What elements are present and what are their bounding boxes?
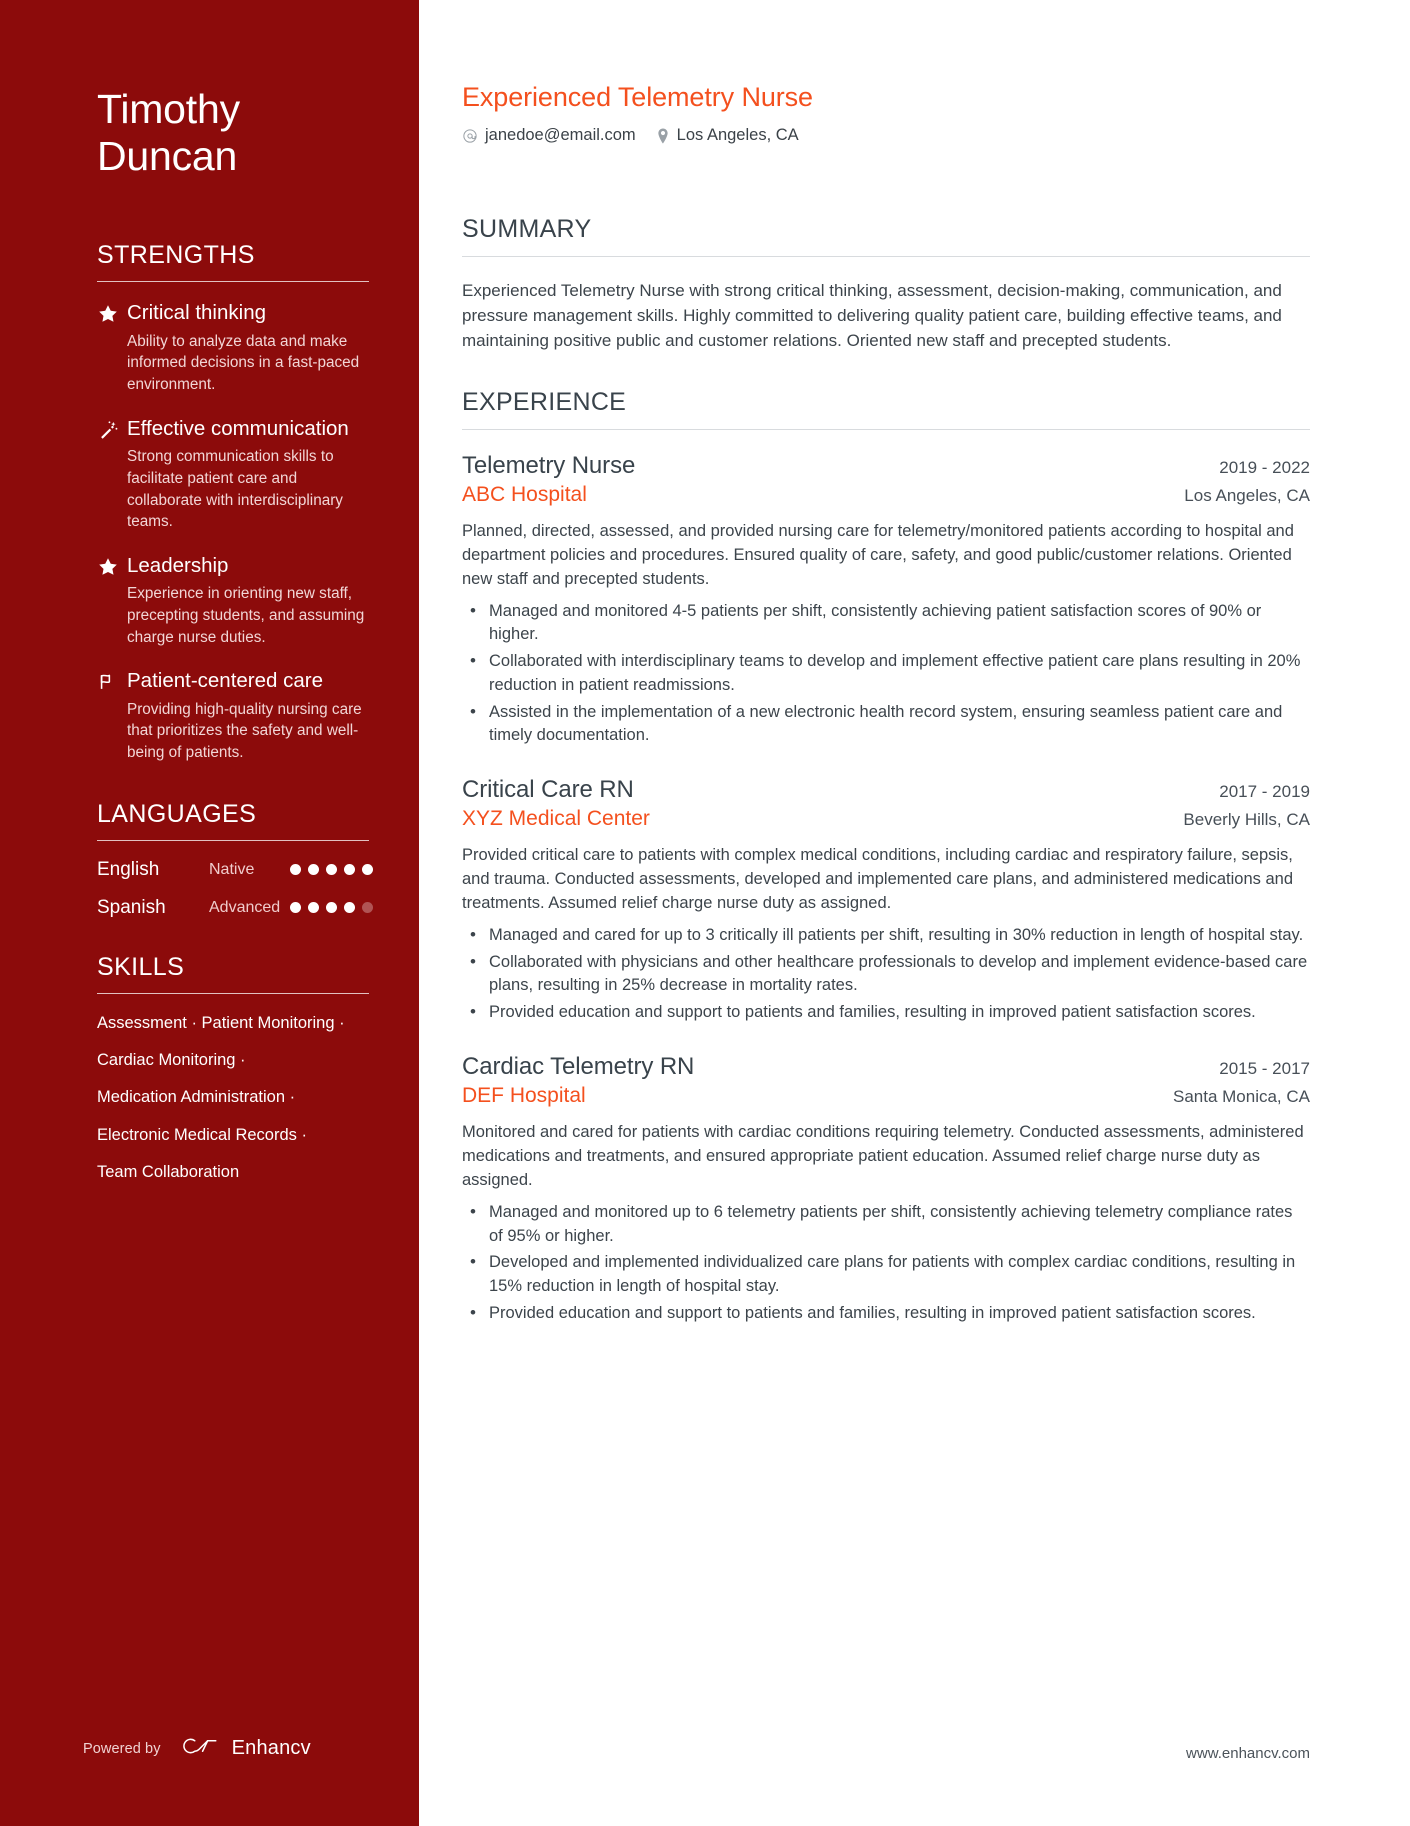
contact-location-value: Los Angeles, CA [676, 126, 799, 144]
entry-bullets [462, 600, 1310, 749]
summary-divider [462, 256, 1310, 257]
language-name: Spanish [97, 896, 166, 918]
bullet-item: • Assisted in the implementation of a new electronic health record system, ensuring seamless patient care and timely documentation. [462, 701, 1310, 749]
experience-entry [462, 1053, 1310, 1326]
entry-bullets [462, 1201, 1310, 1326]
enhancv-infinity-logo [179, 1735, 221, 1762]
entry-dates: 2015 - 2017 [1219, 1058, 1310, 1078]
language-rating-dots [290, 902, 373, 913]
entry-company: DEF Hospital [462, 1083, 586, 1107]
entry-description: Planned, directed, assessed, and provided nursing care for telemetry/monitored patients according to hospital and department policies and procedures. Ensured quality of care, safety, and good public/customer relations. Oriented new staff and precepted students. [462, 521, 1294, 588]
candidate-name [97, 86, 367, 179]
strength-desc: Experience in orienting new staff, precepting students, and assuming charge nurse duties. [127, 585, 365, 646]
summary-text: Experienced Telemetry Nurse with strong critical thinking, assessment, decision-making, communication, and pressure management skills. Highly committed to delivering quality patient care, building effective teams, and maintaining positive public and customer relations. Oriented new staff and precepted students. [462, 281, 1282, 350]
headline: Experienced Telemetry Nurse [462, 82, 813, 112]
entry-dates: 2019 - 2022 [1219, 457, 1310, 477]
entry-role: Critical Care RN [462, 776, 634, 804]
summary-heading: SUMMARY [462, 215, 592, 243]
website-url: www.enhancv.com [1186, 1745, 1310, 1762]
experience-entry [462, 452, 1310, 748]
bullet-item: • Managed and monitored 4-5 patients per shift, consistently achieving patient satisfaction scores of 90% or higher. [462, 600, 1310, 648]
contact-location [656, 126, 799, 145]
skill-line: Assessment · Patient Monitoring · [97, 1013, 345, 1032]
strengths-section [97, 241, 367, 763]
entry-role: Telemetry Nurse [462, 451, 636, 479]
bullet-item: • Collaborated with interdisciplinary teams to develop and implement effective patient care plans resulting in 20% reduction in patient readmissions. [462, 650, 1310, 698]
star-icon [97, 553, 127, 578]
strength-item [97, 668, 367, 763]
entry-dates: 2017 - 2019 [1219, 782, 1310, 802]
bullet-item: • Managed and monitored up to 6 telemetry patients per shift, consistently achieving telemetry compliance rates of 95% or higher. [462, 1201, 1310, 1249]
entry-bullets [462, 924, 1310, 1025]
sidebar-footer [83, 1735, 311, 1762]
enhancv-brand [179, 1735, 311, 1762]
strength-title: Critical thinking [127, 301, 266, 325]
skills-divider [97, 993, 369, 994]
skills-section [97, 953, 367, 1183]
bullet-item: • Provided education and support to patients and families, resulting in improved patient satisfaction scores. [462, 1302, 1310, 1326]
strength-title: Effective communication [127, 416, 349, 440]
entry-company: ABC Hospital [462, 482, 587, 506]
language-item-english [97, 859, 373, 881]
strength-desc: Strong communication skills to facilitate patient care and collaborate with interdisciplinary teams. [127, 448, 343, 531]
summary-section [462, 215, 1310, 354]
language-level: Advanced [209, 898, 281, 916]
languages-divider [97, 840, 369, 841]
enhancv-brand-name: Enhancv [231, 1737, 311, 1759]
strength-title: Leadership [127, 553, 229, 577]
powered-by-label: Powered by [83, 1740, 161, 1757]
entry-description: Provided critical care to patients with complex medical conditions, including cardiac and respiratory failure, sepsis, and trauma. Conducted assessments, developed and implemented care plans, and administered medications and treatments. Assumed relief charge nurse duty as assigned. [462, 846, 1293, 913]
experience-heading: EXPERIENCE [462, 387, 627, 416]
languages-heading: LANGUAGES [97, 799, 257, 828]
skill-line: Cardiac Monitoring · [97, 1051, 246, 1070]
strength-item [97, 416, 367, 533]
experience-divider [462, 429, 1310, 430]
sidebar [0, 0, 419, 1826]
bullet-item: • Managed and cared for up to 3 critically ill patients per shift, resulting in 30% reduction in length of hospital stay. [462, 924, 1310, 948]
strength-desc: Ability to analyze data and make informed decisions in a fast-paced environment. [127, 332, 360, 394]
first-name: Timothy [97, 86, 240, 132]
entry-location: Los Angeles, CA [1184, 485, 1310, 505]
strength-item [97, 553, 367, 648]
strength-title: Patient-centered care [127, 669, 324, 693]
languages-section [97, 800, 367, 919]
entry-location: Beverly Hills, CA [1183, 810, 1310, 830]
strengths-divider [97, 281, 369, 282]
skills-heading: SKILLS [97, 952, 185, 981]
entry-company: XYZ Medical Center [462, 807, 650, 831]
location-pin-icon [656, 128, 670, 144]
strengths-heading: STRENGTHS [97, 241, 255, 270]
language-item-spanish [97, 897, 373, 919]
flag-icon [97, 668, 127, 693]
bullet-item: • Provided education and support to patients and families, resulting in improved patient satisfaction scores. [462, 1001, 1310, 1025]
bullet-item: • Collaborated with physicians and other healthcare professionals to develop and implement evidence-based care plans, resulting in 25% decrease in mortality rates. [462, 951, 1310, 999]
contact-row [462, 126, 1310, 145]
contact-email[interactable] [462, 126, 636, 145]
magic-wand-icon [97, 416, 127, 441]
entry-location: Santa Monica, CA [1172, 1086, 1310, 1106]
star-icon [97, 300, 127, 325]
language-level: Native [209, 860, 255, 878]
language-rating-dots [290, 864, 373, 875]
entry-description: Monitored and cared for patients with cardiac conditions requiring telemetry. Conducted assessments, administered medications and treatments, and ensured appropriate patient education. Assumed relief charge nurse duty as assigned. [462, 1122, 1304, 1189]
skill-line: Team Collaboration [97, 1162, 240, 1181]
skill-line: Electronic Medical Records · [97, 1125, 307, 1144]
email-at-icon [462, 128, 478, 144]
language-name: English [97, 858, 160, 880]
last-name: Duncan [97, 132, 238, 179]
main-content [419, 0, 1410, 1826]
bullet-item: • Developed and implemented individualized care plans for patients with complex cardiac conditions, resulting in 15% reduction in length of hospital stay. [462, 1251, 1310, 1299]
strength-desc: Providing high-quality nursing care that prioritizes the safety and well-being of patients. [127, 700, 362, 762]
entry-role: Cardiac Telemetry RN [462, 1052, 695, 1080]
experience-entry [462, 776, 1310, 1025]
experience-section [462, 388, 1310, 1326]
contact-email-value: janedoe@email.com [485, 126, 636, 144]
strength-item [97, 300, 367, 395]
skill-line: Medication Administration · [97, 1088, 296, 1107]
